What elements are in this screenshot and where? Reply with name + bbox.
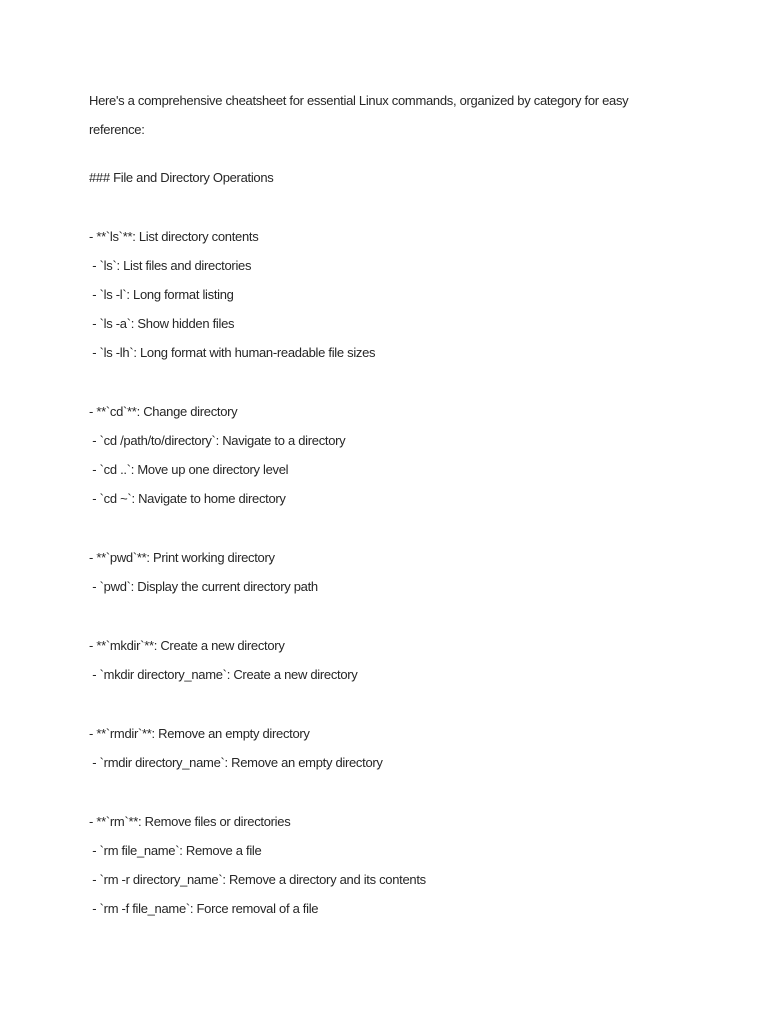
text-line: - `pwd`: Display the current directory path <box>89 579 318 594</box>
text-line: - **`pwd`**: Print working directory <box>89 550 275 565</box>
text-line: - `cd /path/to/directory`: Navigate to a directory <box>89 433 346 448</box>
text-line: - **`mkdir`**: Create a new directory <box>89 638 285 653</box>
text-line: - `mkdir directory_name`: Create a new directory <box>89 667 358 682</box>
text-line: - `ls -a`: Show hidden files <box>89 316 235 331</box>
text-line: ### File and Directory Operations <box>89 170 274 185</box>
text-line: - `rm file_name`: Remove a file <box>89 843 262 858</box>
text-line: - **`rm`**: Remove files or directories <box>89 814 291 829</box>
text-line: Here's a comprehensive cheatsheet for essential Linux commands, organized by category for easy <box>89 93 629 108</box>
text-line: - `rm -f file_name`: Force removal of a file <box>89 901 319 916</box>
paragraph-block <box>89 222 749 367</box>
paragraph-block <box>89 631 749 689</box>
text-line: reference: <box>89 122 145 137</box>
text-line: - `ls -lh`: Long format with human-readable file sizes <box>89 345 376 360</box>
text-line: - `rmdir directory_name`: Remove an empty directory <box>89 755 383 770</box>
text-line: - **`ls`**: List directory contents <box>89 229 259 244</box>
paragraph-block <box>89 807 749 923</box>
paragraph-block <box>89 719 749 777</box>
text-line: - `rm -r directory_name`: Remove a directory and its contents <box>89 872 426 887</box>
text-line: - `ls`: List files and directories <box>89 258 252 273</box>
text-line: - `cd ..`: Move up one directory level <box>89 462 289 477</box>
paragraph-block <box>89 543 749 601</box>
text-line: - `cd ~`: Navigate to home directory <box>89 491 286 506</box>
paragraph-block <box>89 163 749 192</box>
document-content <box>89 86 749 953</box>
text-line: - **`cd`**: Change directory <box>89 404 238 419</box>
paragraph-block <box>89 397 749 513</box>
text-line: - `ls -l`: Long format listing <box>89 287 234 302</box>
paragraph-block <box>89 86 749 144</box>
text-line: - **`rmdir`**: Remove an empty directory <box>89 726 310 741</box>
